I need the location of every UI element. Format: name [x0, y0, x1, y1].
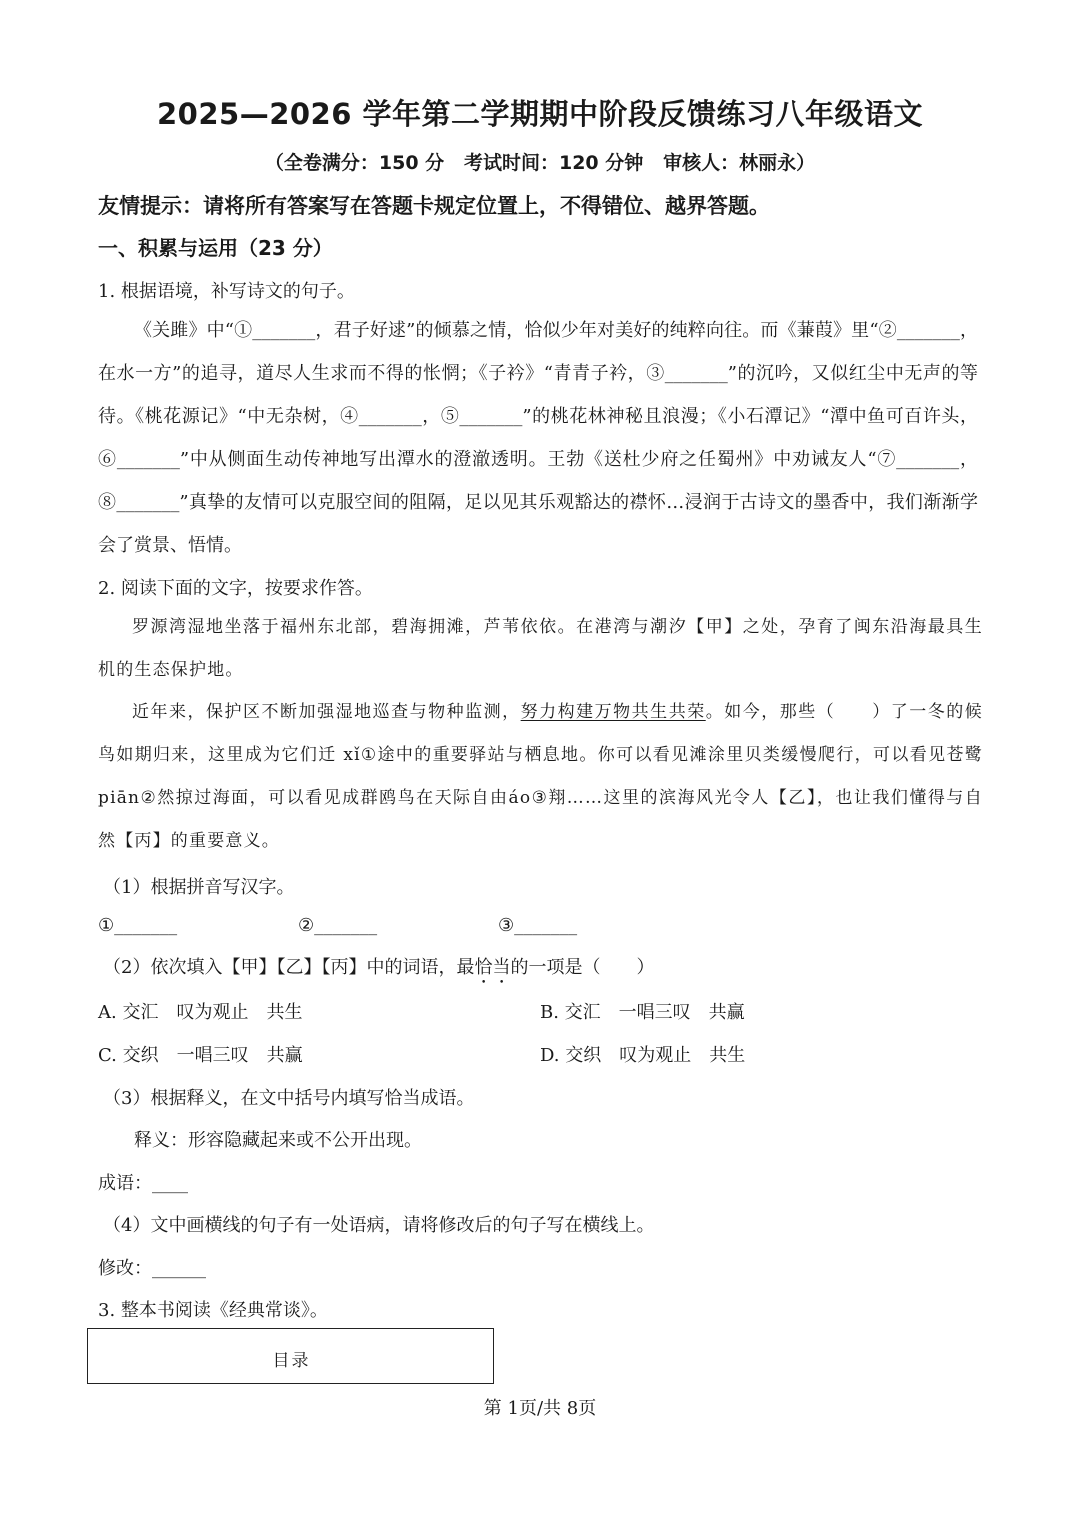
option-c: C. 交织 一唱三叹 共赢	[98, 1045, 303, 1066]
passage-text: 。如今，那些（ ）了一冬的候鸟如期归来，这里成为它们迁 xǐ①途中的重要驿站与栖息地。你可以看见滩涂里贝类缓慢爬行，可以看见苍鹭 piān②然掠过海面，可以看见成群鸥鸟在天际自由áo③翔……这里的滨海风光令人【乙】，也让我们懂得与自然【丙】的重要意义。	[98, 702, 984, 851]
page-number: 第 1页/共 8页	[483, 1398, 597, 1419]
blank-3: ③_______	[498, 915, 578, 936]
question-3-prompt: 3. 整本书阅读《经典常谈》。	[98, 1300, 328, 1321]
blank-2: ②_______	[298, 915, 378, 936]
passage-paragraph-2	[98, 691, 983, 863]
friendly-tip: 友情提示：请将所有答案写在答题卡规定位置上，不得错位、越界答题。	[98, 194, 770, 218]
exam-title: 2025—2026 学年第二学期期中阶段反馈练习八年级语文	[156, 97, 924, 131]
toc-title: 目录	[272, 1351, 311, 1371]
option-b: B. 交汇 一唱三叹 共赢	[540, 1002, 745, 1023]
definition: 释义：形容隐藏起来或不公开出现。	[134, 1130, 422, 1151]
subquestion-2	[103, 953, 654, 988]
subquestion-2-text: （2）依次填入【甲】【乙】【丙】中的词语，最	[103, 957, 475, 978]
table-of-contents-box	[87, 1328, 494, 1384]
blank-1: ①_______	[98, 915, 178, 936]
subquestion-3: （3）根据释义，在文中括号内填写恰当成语。	[103, 1088, 475, 1109]
question-1-paragraph: 《关雎》中“①_______，君子好逑”的倾慕之情，恰似少年对美好的纯粹向往。而《蒹葭》里“②_______，在水一方”的追寻，道尽人生求而不得的怅惘；《子衿》“青青子衿，③_______”的沉吟，又似红尘中无声的等待。《桃花源记》“中无杂树，④_______，⑤_______”的桃花林神秘且浪漫；《小石潭记》“潭中鱼可百许头，⑥_______”中从侧面生动传神地写出潭水的澄澈透明。王勃《送杜少府之任蜀州》中劝诫友人“⑦_______，⑧_______”真挚的友情可以克服空间的阻隔，足以见其乐观豁达的襟怀…浸润于古诗文的墨香中，我们渐渐学会了赏景、悟情。	[98, 320, 978, 556]
option-d: D. 交织 叹为观止 共生	[540, 1045, 746, 1066]
subquestion-2-text: 的一项是（ ）	[510, 957, 655, 978]
question-2-prompt: 2. 阅读下面的文字，按要求作答。	[98, 578, 373, 599]
subquestion-1: （1）根据拼音写汉字。	[103, 877, 295, 898]
question-1-prompt: 1. 根据语境，补写诗文的句子。	[98, 281, 355, 302]
idiom-answer-line: 成语：____	[98, 1173, 188, 1194]
option-a: A. 交汇 叹为观止 共生	[98, 1002, 303, 1023]
section-heading: 一、积累与运用（23 分）	[98, 236, 333, 260]
exam-subtitle: （全卷满分：150 分 考试时间：120 分钟 审核人：林丽永）	[264, 152, 816, 174]
underlined-sentence: 努力构建万物共生共荣	[520, 702, 706, 722]
emphasized-word: 恰当	[474, 957, 511, 978]
passage-text: 近年来，保护区不断加强湿地巡查与物种监测，	[132, 702, 521, 722]
subquestion-4: （4）文中画横线的句子有一处语病，请将修改后的句子写在横线上。	[103, 1215, 655, 1236]
passage-paragraph-1: 罗源湾湿地坐落于福州东北部，碧海拥滩，芦苇依依。在港湾与潮汐【甲】之处，孕育了闽东沿海最具生机的生态保护地。	[98, 617, 983, 680]
revise-answer-line: 修改：______	[98, 1258, 206, 1279]
